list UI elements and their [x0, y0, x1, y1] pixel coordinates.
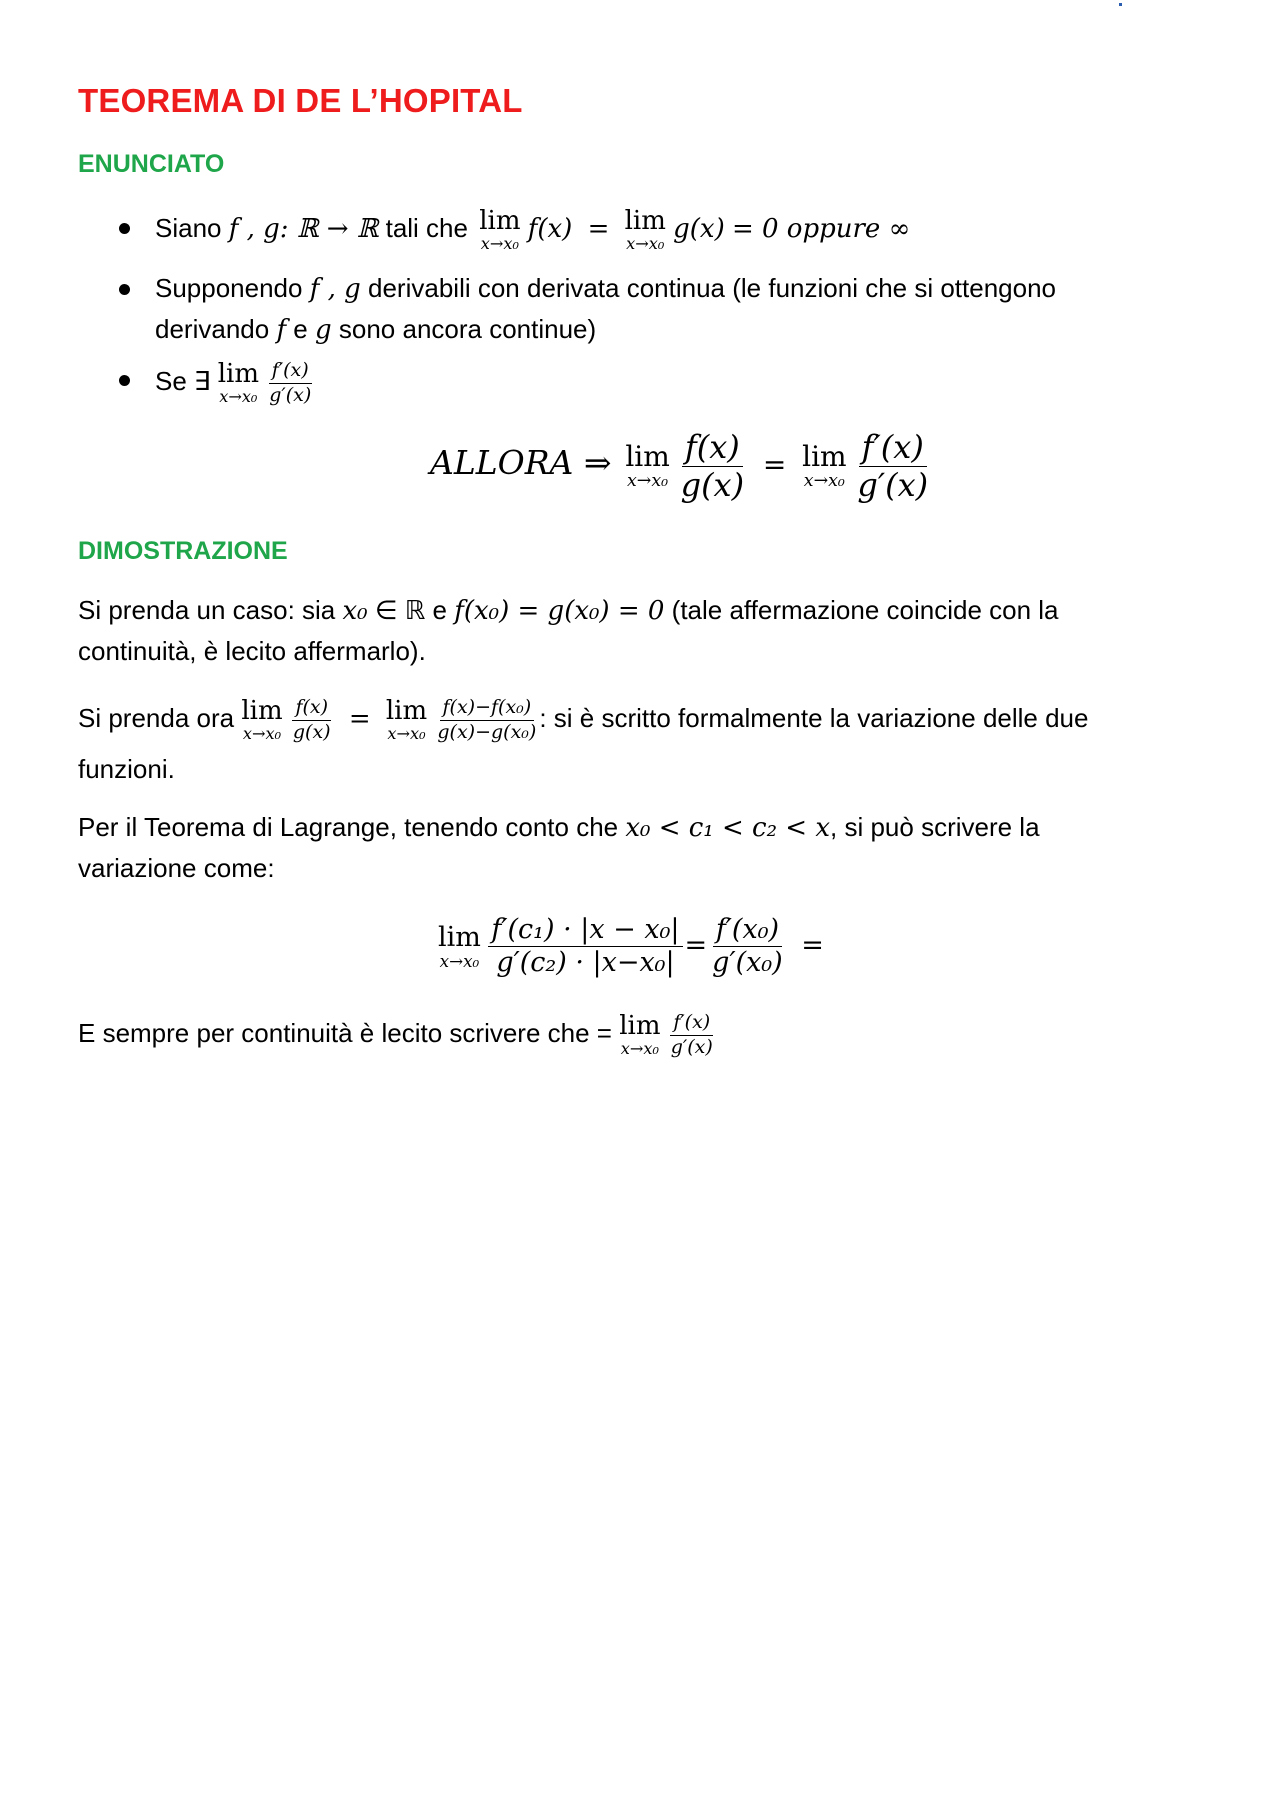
- bullet-3-text: Se ∃ lim x→x₀ $\frac{f'(x)}{g'(x)}$: [155, 353, 314, 409]
- limit-operator: lim x→x₀: [217, 359, 259, 407]
- bullet-1: [119, 223, 130, 234]
- limit-operator: lim x→x₀: [802, 439, 847, 491]
- bullet-2-line-2: derivando f e g sono ancora continue): [155, 314, 597, 345]
- fraction-fp-gp: $\frac{f'(x)}{g'(x)}$: [269, 358, 312, 406]
- paragraph-3-line-2: variazione come:: [78, 853, 275, 883]
- bullet-1-text: Siano f , g: ℝ → ℝ tali che lim x→x₀ f(x) = lim x→x₀ g(x) = 0 oppure ∞: [155, 206, 911, 254]
- bullet-2: [119, 284, 130, 295]
- section-dimostrazione: DIMOSTRAZIONE: [78, 537, 288, 565]
- paragraph-2-line-1: Si prenda ora lim x→x₀ $\frac{f(x)}{g(x)}$ = lim x→x₀ $\frac{\text{f(x)−f(x₀)}}{\text{g(x)−g(x₀)}}$ : si è scritto formalmente la variazione delle due: [78, 695, 1089, 744]
- page-title: TEOREMA DI DE L’HOPITAL: [78, 82, 523, 119]
- paragraph-2-line-2: funzioni.: [78, 754, 175, 784]
- limit-operator: lim x→x₀: [241, 696, 283, 744]
- limit-operator: lim x→x₀: [385, 696, 428, 744]
- limit-operator: lim x→x₀: [479, 206, 521, 254]
- limit-operator: lim x→x₀: [624, 206, 666, 254]
- fraction-difference: $\frac{\text{f(x)−f(x₀)}}{\text{g(x)−g(x₀)}}$: [437, 695, 537, 743]
- fraction-f-g: $\frac{f(x)}{g(x)}$: [680, 427, 745, 505]
- limit-operator: lim x→x₀: [625, 439, 670, 491]
- fraction-lagrange: $\frac{\text{f′(c₁) · |x − x₀|}}{\text{g′(c₂) · |x−x₀|}}$: [488, 916, 682, 978]
- paragraph-1-line-1: Si prenda un caso: sia x₀ ∈ ℝ e f(x₀) = g(x₀) = 0 (tale affermazione coincide con la: [78, 595, 1059, 626]
- corner-dot: [1119, 3, 1122, 6]
- allora-formula: ALLORA ⇒ lim x→x₀ $\frac{f(x)}{g(x)}$ = lim x→x₀ $\frac{f'(x)}{g'(x)}$: [430, 418, 931, 510]
- bullet-2-line-1: Supponendo f , g derivabili con derivata continua (le funzioni che si ottengono: [155, 273, 1056, 304]
- fraction-fp-gp-final: $\frac{f'(x)}{g'(x)}$: [670, 1010, 713, 1058]
- paragraph-4: E sempre per continuità è lecito scrivere che = lim x→x₀ $\frac{f'(x)}{g'(x)}$: [78, 1005, 716, 1061]
- paragraph-1-line-2: continuità, è lecito affermarlo).: [78, 636, 426, 666]
- fraction-f-g-small: $\frac{f(x)}{g(x)}$: [292, 695, 331, 743]
- limit-operator: lim x→x₀: [619, 1011, 661, 1059]
- paragraph-3-line-1: Per il Teorema di Lagrange, tenendo conto che x₀ < c₁ < c₂ < x, si può scrivere la: [78, 812, 1040, 843]
- bullet-3: [119, 375, 130, 386]
- lagrange-formula: lim x→x₀ $\frac{\text{f′(c₁) · |x − x₀|}}{\text{g′(c₂) · |x−x₀|}}$ = $\frac{\text{f′(x₀)}}{\text{g′(x₀)}}$ =: [438, 914, 824, 979]
- fraction-fp-gp-x0: $\frac{\text{f′(x₀)}}{\text{g′(x₀)}}$: [712, 914, 783, 979]
- fraction-fp-gp-large: $\frac{f'(x)}{g'(x)}$: [857, 427, 929, 505]
- limit-operator: lim x→x₀: [438, 922, 481, 972]
- section-enunciato: ENUNCIATO: [78, 150, 225, 178]
